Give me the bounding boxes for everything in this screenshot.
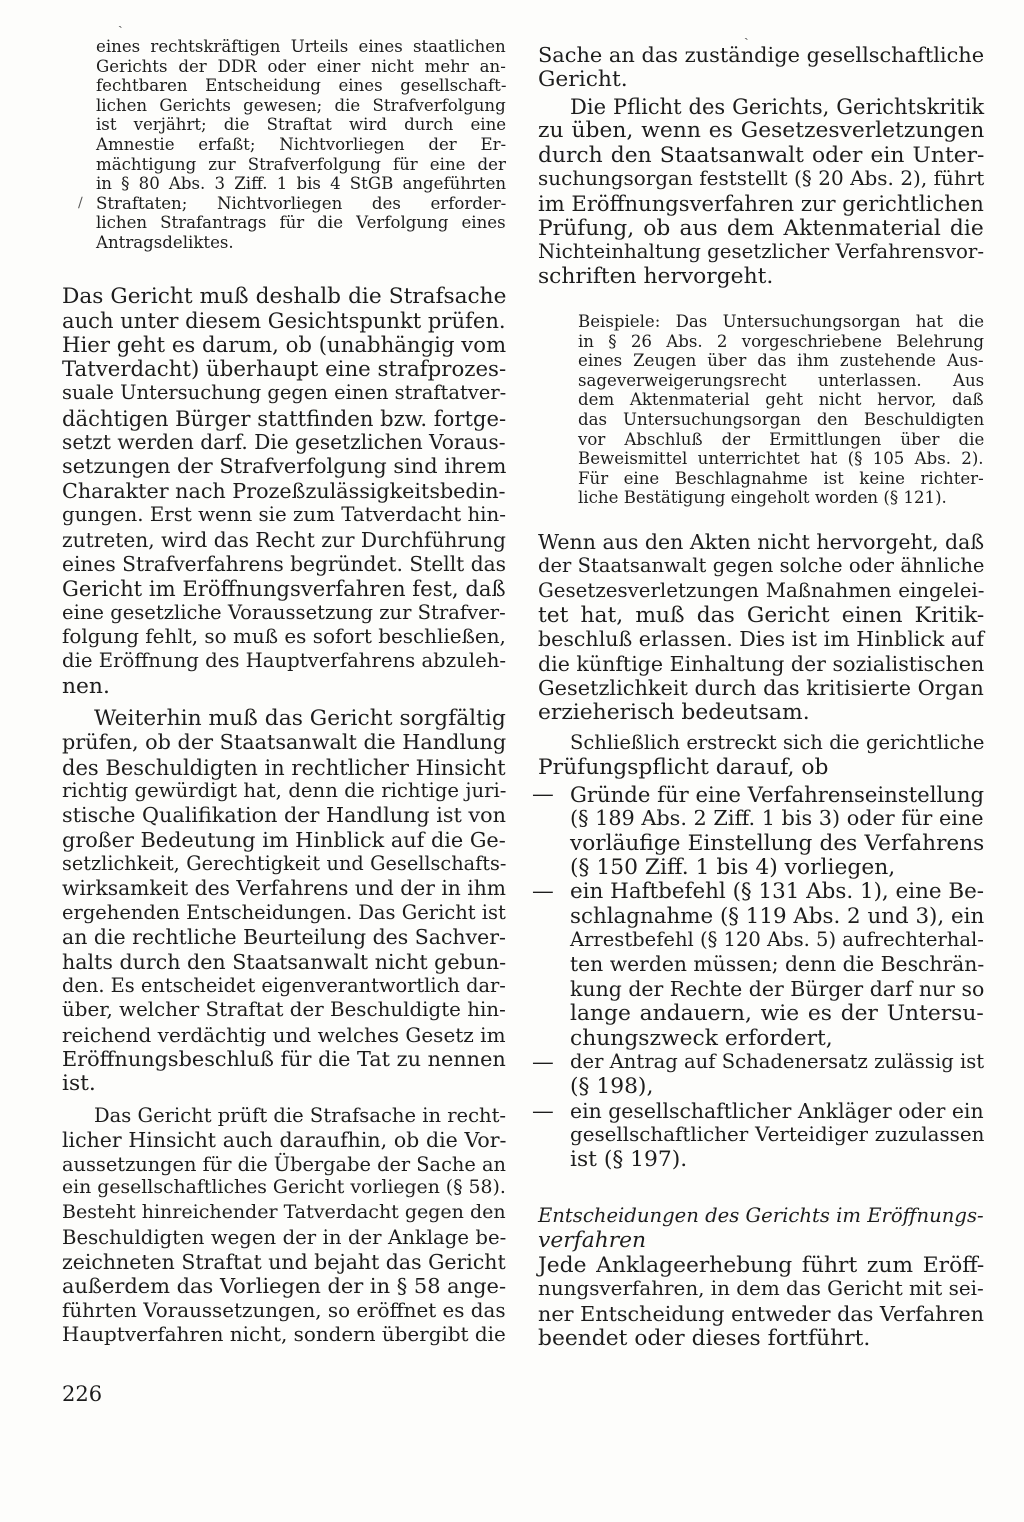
list-item-line: der Antrag auf Schadenersatz zulässig ist xyxy=(570,1049,985,1073)
paragraph-line: Wenn aus den Akten nicht hervorgeht, daß xyxy=(538,530,985,554)
quote-line: ist verjährt; die Straftat wird durch eine xyxy=(96,115,507,135)
list-item-line: kung der Rechte der Bürger darf nur so xyxy=(570,976,985,1001)
paragraph-line: tet hat, muß das Gericht einen Kritik- xyxy=(538,603,985,629)
paragraph-line: Gesetzesverletzungen Maßnahmen eingelei- xyxy=(538,578,985,602)
quote-line: fechtbaren Entscheidung eines gesellschaft- xyxy=(96,76,507,96)
list-dash: — xyxy=(532,782,554,807)
quote-line: eines rechtskräftigen Urteils eines staatlichen xyxy=(96,37,506,56)
paragraph-line: schriften hervorgeht. xyxy=(538,264,774,290)
paragraph-line: an die rechtliche Beurteilung des Sachver- xyxy=(62,925,506,950)
paragraph-line: Hauptverfahren nicht, sondern übergibt die xyxy=(62,1323,506,1347)
paragraph-line: Gesetzlichkeit durch das kritisierte Organ xyxy=(538,676,984,701)
paragraph-line: zeichneten Straftat und bejaht das Gericht xyxy=(62,1250,506,1275)
quote-line: mächtigung zur Strafverfolgung für eine der xyxy=(96,154,506,174)
paragraph-line: Das Gericht muß deshalb die Strafsache xyxy=(62,284,507,309)
paragraph-line: Nichteinhaltung gesetzlicher Verfahrensvor- xyxy=(538,240,984,264)
list-item-line: (§ 150 Ziff. 1 bis 4) vorliegen, xyxy=(570,855,896,881)
paragraph-line: durch den Staatsanwalt oder ein Unter- xyxy=(538,142,985,168)
section-heading: Entscheidungen des Gerichts im Eröffnungs- xyxy=(538,1204,984,1227)
paragraph-line: Hier geht es darum, ob (unabhängig vom xyxy=(62,332,507,358)
paragraph-line: Eröffnungsbeschluß für die Tat zu nennen xyxy=(62,1046,506,1071)
list-item-line: ein gesellschaftlicher Ankläger oder ein xyxy=(570,1098,984,1123)
list-item-line: ten werden müssen; denn die Beschrän- xyxy=(570,952,985,977)
quote-line: lichen Gerichts gewesen; die Strafverfolgung xyxy=(96,95,506,115)
scan-mark: ˏ xyxy=(118,13,123,29)
paragraph-line: beschluß erlassen. Dies ist im Hinblick auf xyxy=(538,627,985,652)
paragraph-line: die künftige Einhaltung der sozialistischen xyxy=(538,651,985,676)
paragraph-line: zu üben, wenn es Gesetzesverletzungen xyxy=(538,118,985,144)
paragraph-line: Gericht im Eröffnungsverfahren fest, daß xyxy=(62,576,506,602)
paragraph-line: des Beschuldigten in rechtlicher Hinsicht xyxy=(62,754,506,780)
paragraph-line: licher Hinsicht auch daraufhin, ob die Vor- xyxy=(62,1128,507,1153)
paragraph-line: halts durch den Staatsanwalt nicht gebun- xyxy=(62,949,507,974)
paragraph-line: erzieherisch bedeutsam. xyxy=(538,700,810,726)
paragraph-line: ner Entscheidung entweder das Verfahren xyxy=(538,1301,985,1326)
example-line: vor Abschluß der Ermittlungen über die xyxy=(578,429,985,449)
paragraph-line: richtig gewürdigt hat, denn die richtige juri- xyxy=(62,779,507,803)
list-item-line: Arrestbefehl (§ 120 Abs. 5) aufrechterhal- xyxy=(570,928,984,952)
paragraph-line: eine gesetzliche Voraussetzung zur Strafver- xyxy=(62,600,506,624)
paragraph-line: Sache an das zuständige gesellschaftliche xyxy=(538,43,985,67)
list-item-line: (§ 189 Abs. 2 Ziff. 1 bis 3) oder für eine xyxy=(570,806,984,831)
example-line: in § 26 Abs. 2 vorgeschriebene Belehrung xyxy=(578,331,985,351)
paragraph-line: Weiterhin muß das Gericht sorgfältig xyxy=(94,706,506,731)
example-line: sageverweigerungsrecht unterlassen. Aus xyxy=(578,370,985,390)
list-dash: — xyxy=(532,879,554,905)
quote-line: Straftaten; Nichtvorliegen des erforder- xyxy=(96,193,507,213)
paragraph-line: großer Bedeutung im Hinblick auf die Ge- xyxy=(62,827,506,852)
list-item-line: schlagnahme (§ 119 Abs. 2 und 3), ein xyxy=(570,903,985,929)
example-line: Beweismittel unterrichtet hat (§ 105 Abs. 2). xyxy=(578,449,984,469)
paragraph-line: Schließlich erstreckt sich die gerichtliche xyxy=(570,731,985,754)
paragraph-line: ein gesellschaftliches Gericht vorliegen (§ 58). xyxy=(62,1177,506,1199)
quote-line: Antragsdeliktes. xyxy=(96,233,234,252)
paragraph-line: die Eröffnung des Hauptverfahrens abzuleh- xyxy=(62,649,507,673)
paragraph-line: dächtigen Bürger stattfinden bzw. fortge- xyxy=(62,405,507,431)
list-item-line: Gründe für eine Verfahrenseinstellung xyxy=(570,782,985,807)
paragraph-line: den. Es entscheidet eigenverantwortlich dar- xyxy=(62,973,506,997)
paragraph-line: folgung fehlt, so muß es sofort beschließen, xyxy=(62,623,506,648)
quote-line: in § 80 Abs. 3 Ziff. 1 bis 4 StGB angeführten xyxy=(96,174,507,194)
example-line: Beispiele: Das Untersuchungsorgan hat die xyxy=(578,312,985,331)
paragraph-line: setzt werden darf. Die gesetzlichen Voraus- xyxy=(62,430,506,455)
paragraph-line: suchungsorgan feststellt (§ 20 Abs. 2), führt xyxy=(538,166,985,191)
example-line: liche Bestätigung eingeholt worden (§ 121). xyxy=(578,488,947,508)
quote-line: lichen Strafantrags für die Verfolgung eines xyxy=(96,213,506,233)
paragraph-line: zutreten, wird das Recht zur Durchführung xyxy=(62,527,506,552)
paragraph-line: Beschuldigten wegen der in der Anklage be- xyxy=(62,1225,507,1249)
paragraph-line: ergehenden Entscheidungen. Das Gericht ist xyxy=(62,900,506,924)
paragraph-line: Das Gericht prüft die Strafsache in recht- xyxy=(94,1104,507,1127)
paragraph-line: gungen. Erst wenn sie zum Tatverdacht hin- xyxy=(62,503,506,527)
example-line: das Untersuchungsorgan den Beschuldigten xyxy=(578,410,985,429)
paragraph-line: führten Voraussetzungen, so eröffnet es das xyxy=(62,1298,506,1322)
example-line: eines Zeugen über das ihm zustehende Aus- xyxy=(578,351,984,371)
quote-line: Amnestie erfaßt; Nichtvorliegen der Er- xyxy=(96,135,507,154)
page-number: 226 xyxy=(62,1382,103,1406)
paragraph-line: aussetzungen für die Übergabe der Sache an xyxy=(62,1152,506,1176)
list-item-line: (§ 198), xyxy=(570,1074,654,1100)
scan-mark: ∕ xyxy=(78,195,83,211)
list-dash: — xyxy=(532,1098,554,1124)
paragraph-line: der Staatsanwalt gegen solche oder ähnliche xyxy=(538,554,985,578)
example-line: Für eine Beschlagnahme ist keine richter- xyxy=(578,468,984,488)
paragraph-line: setzlichkeit, Gerechtigkeit und Gesellschafts- xyxy=(62,852,507,876)
paragraph-line: stische Qualifikation der Handlung ist von xyxy=(62,803,506,828)
section-heading: verfahren xyxy=(538,1228,647,1254)
paragraph-line: Tatverdacht) überhaupt eine strafprozes- xyxy=(62,357,507,383)
paragraph-line: auch unter diesem Gesichtspunkt prüfen. xyxy=(62,308,506,334)
paragraph-line: beendet oder dieses fortführt. xyxy=(538,1326,871,1352)
paragraph-line: suale Untersuchung gegen einen straftatver- xyxy=(62,381,507,405)
paragraph-line: Charakter nach Prozeßzulässigkeitsbedin- xyxy=(62,478,506,503)
paragraph-line: Prüfungspflicht darauf, ob xyxy=(538,755,829,781)
example-line: dem Aktenmaterial geht nicht hervor, daß xyxy=(578,390,984,410)
paragraph-line: über, welcher Straftat der Beschuldigte hin- xyxy=(62,998,506,1022)
paragraph-line: nen. xyxy=(62,673,110,699)
list-item-line: ein Haftbefehl (§ 131 Abs. 1), eine Be- xyxy=(570,879,985,905)
paragraph-line: Prüfung, ob aus dem Aktenmaterial die xyxy=(538,215,984,241)
list-item-line: gesellschaftlicher Verteidiger zuzulassen xyxy=(570,1122,985,1146)
paragraph-line: im Eröffnungsverfahren zur gerichtlichen xyxy=(538,191,984,217)
paragraph-line: Gericht. xyxy=(538,67,628,93)
list-item-line: vorläufige Einstellung des Verfahrens xyxy=(570,830,985,856)
paragraph-line: prüfen, ob der Staatsanwalt die Handlung xyxy=(62,730,507,755)
paragraph-line: Besteht hinreichender Tatverdacht gegen den xyxy=(62,1201,506,1224)
paragraph-line: reichend verdächtig und welches Gesetz im xyxy=(62,1022,506,1047)
quote-line: Gerichts der DDR oder einer nicht mehr an- xyxy=(96,56,506,76)
paragraph-line: Jede Anklageerhebung führt zum Eröff- xyxy=(538,1253,985,1278)
list-item-line: chungszweck erfordert, xyxy=(570,1025,833,1051)
list-item-line: ist (§ 197). xyxy=(570,1147,688,1173)
scan-mark: ˏ xyxy=(744,25,749,41)
paragraph-line: außerdem das Vorliegen der in § 58 ange- xyxy=(62,1274,507,1299)
paragraph-line: wirksamkeit des Verfahrens und der in ihm xyxy=(62,876,506,901)
list-item-line: lange andauern, wie es der Untersu- xyxy=(570,1001,984,1027)
paragraph-line: eines Strafverfahrens begründet. Stellt das xyxy=(62,551,507,576)
paragraph-line: ist. xyxy=(62,1071,96,1097)
paragraph-line: Die Pflicht des Gerichts, Gerichtskritik xyxy=(570,94,985,119)
list-dash: — xyxy=(532,1049,554,1075)
paragraph-line: setzungen der Strafverfolgung sind ihrem xyxy=(62,454,507,479)
paragraph-line: nungsverfahren, in dem das Gericht mit sei- xyxy=(538,1277,984,1301)
